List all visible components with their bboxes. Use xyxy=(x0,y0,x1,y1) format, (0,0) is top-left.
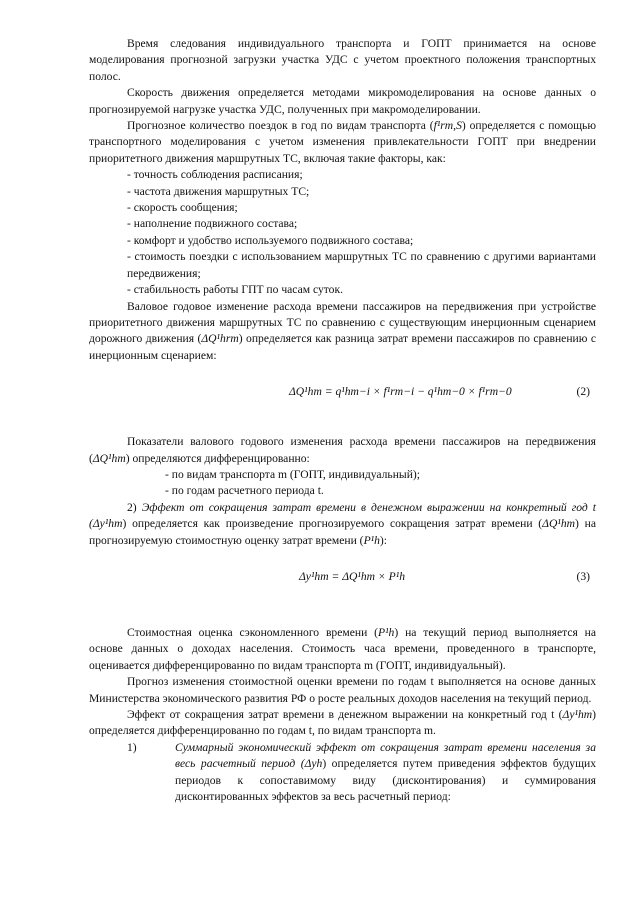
factor-item: - точность соблюдения расписания; xyxy=(127,168,303,182)
paragraph-trips-forecast: Прогнозное количество поездок в год по видам транспорта (f¹rm,S) определяется с помощью транспортного моделирования с учетом изменения привлекательности ГОПТ при внедрении приоритетного движения маршрутных ТС, включая такие факторы, как: xyxy=(89,119,597,165)
symbol-delta-y-h: Δyh xyxy=(304,757,323,771)
factors-list xyxy=(89,167,596,298)
paragraph-effect-by-year: Эффект от сокращения затрат времени в денежном выражении на конкретный год t (Δy¹hm) определяется дифференцированно по годам t, по видам транспорта m. xyxy=(89,708,596,738)
factor-item: - комфорт и удобство используемого подвижного состава; xyxy=(127,233,414,247)
paragraph-travel-time: Время следования индивидуального транспорта и ГОПТ принимается на основе моделирования прогнозной загрузки участка УДС с учетом проектного положения транспортных полос. xyxy=(89,37,596,83)
equation-3 xyxy=(89,561,596,595)
equation-2-formula: ΔQ¹hm = q¹hm−i × f¹rm−i − q¹hm−0 × f¹rm−0 xyxy=(289,385,512,399)
equation-2 xyxy=(89,376,596,410)
symbol-delta-q-hm: ΔQ¹hm xyxy=(542,517,575,531)
paragraph-effect-money: 2) Эффект от сокращения затрат времени в денежном выражении на конкретный год t (Δy¹hm) определяется как произведение прогнозируемого сокращения затрат времени (ΔQ¹hm) на прогнозируемую стоимостную оценку затрат времени (P¹h): xyxy=(89,500,596,547)
paragraph-total-effect: 1) Суммарный экономический эффект от сокращения затрат времени населения за весь расчетный период (Δyh) определяется путем приведения эффектов будущих периодов к сопоставимому виду (дисконтирования) и суммирования дисконтированных эффектов за весь расчетный период: xyxy=(127,740,597,804)
factor-item: - частота движения маршрутных ТС; xyxy=(127,184,310,198)
differentiation-list xyxy=(89,467,596,500)
symbol-delta-y-hm: Δy¹hm xyxy=(92,517,123,531)
symbol-p-h: P¹h xyxy=(363,533,380,547)
differentiation-item: - по видам транспорта m (ГОПТ, индивидуальный); xyxy=(165,467,421,481)
symbol-f-rms: f¹rm,S xyxy=(433,119,462,133)
paragraph-valuation-forecast: Прогноз изменения стоимостной оценки времени по годам t выполняется на основе данных Министерства экономического развития РФ о росте реальных доходов населения на текущий период. xyxy=(89,675,596,705)
differentiation-item: - по годам расчетного периода t. xyxy=(165,484,324,498)
paragraph-time-valuation: Стоимостная оценка сэкономленного времени (P¹h) на текущий период выполняется на основе данных о доходах населения. Стоимость часа времени, проведенного в транспорте, оценивается дифференцированно по видам транспорта m (ГОПТ, индивидуальный). xyxy=(89,625,596,672)
symbol-delta-q-hm: ΔQ¹hm xyxy=(92,451,126,465)
paragraph-speed: Скорость движения определяется методами микромоделирования на основе данных о прогнозируемой нагрузке участка УДС, полученных при макромоделировании. xyxy=(89,86,596,116)
equation-3-number: (3) xyxy=(576,569,590,583)
paragraph-gross-change: Валовое годовое изменение расхода времени пассажиров на передвижения при устройстве приоритетного движения маршрутных ТС по сравнению с существующим инерционным сценарием дорожного движения (ΔQ¹hrm) определяется как разница затрат времени пассажиров по сравнению с инерционным сценарием: xyxy=(89,299,596,362)
document-body xyxy=(89,36,596,805)
equation-2-number: (2) xyxy=(576,385,590,399)
factor-item: - скорость сообщения; xyxy=(127,201,238,215)
factor-item: - наполнение подвижного состава; xyxy=(127,217,298,231)
symbol-p-h: P¹h xyxy=(378,625,395,639)
symbol-delta-q-hrm: ΔQ¹hrm xyxy=(201,332,239,346)
factor-item: - стоимость поездки с использованием маршрутных ТС по сравнению с другими вариантами передвижения; xyxy=(127,250,596,280)
factor-item: - стабильность работы ГПТ по часам суток. xyxy=(127,283,343,297)
symbol-delta-y-hm: Δy¹hm xyxy=(562,708,593,721)
equation-3-formula: Δy¹hm = ΔQ¹hm × P¹h xyxy=(299,569,406,583)
paragraph-indicators: Показатели валового годового изменения расхода времени пассажиров на передвижения (ΔQ¹hm) определяются дифференцированно: xyxy=(89,435,596,465)
